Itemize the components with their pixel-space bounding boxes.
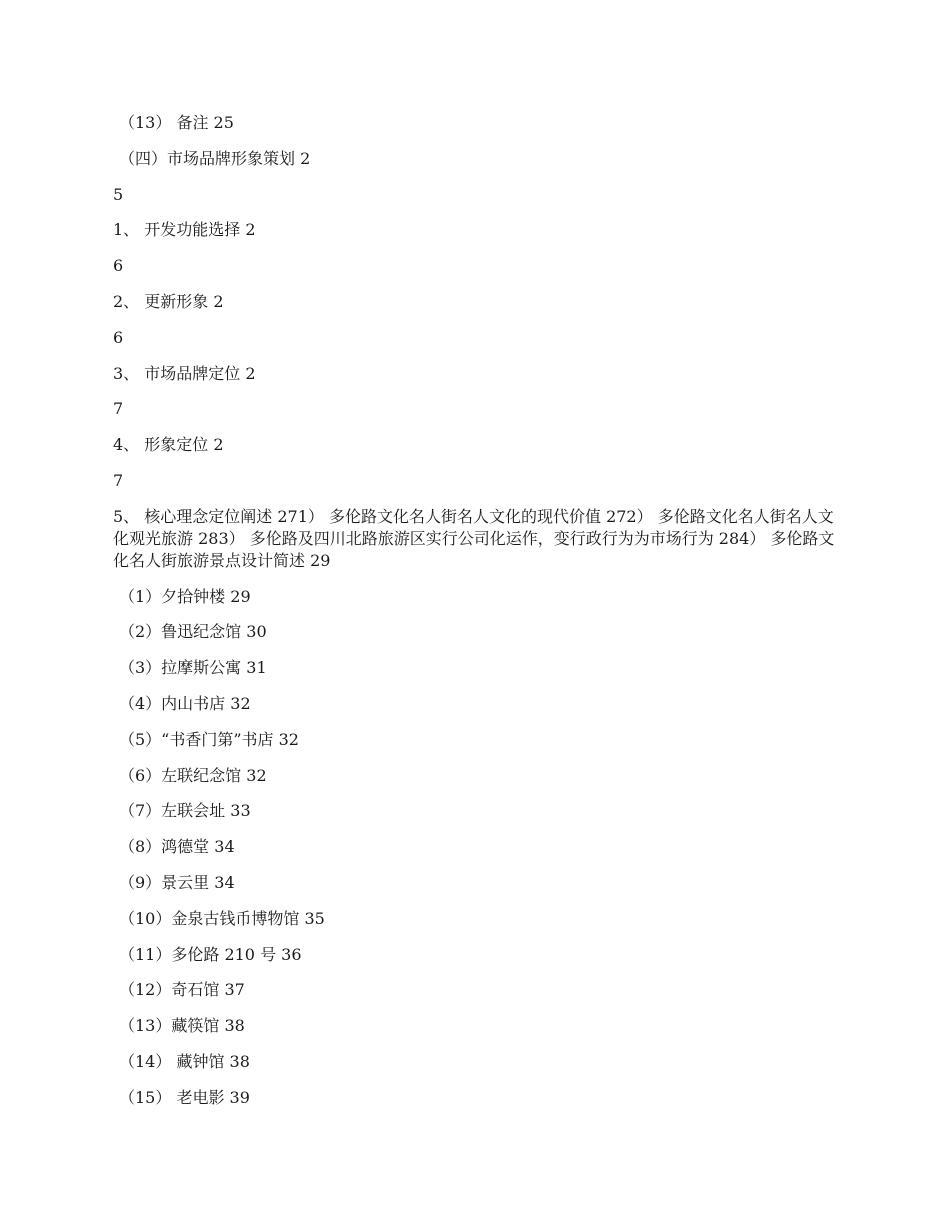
table-of-contents: [113, 112, 843, 1123]
toc-item: （2）鲁迅纪念馆 30: [119, 622, 267, 642]
toc-page-number: 5: [113, 184, 124, 204]
toc-paragraph: 5、 核心理念定位阐述 271） 多伦路文化名人街名人文化的现代价值 272） 多伦路文化名人街名人文化观光旅游 283） 多伦路及四川北路旅游区实行公司化运作，变行政行为为市场行为 284） 多伦路文化名人街旅游景点设计简述 29: [113, 506, 835, 570]
toc-line: （13） 备注 25: [119, 113, 234, 132]
toc-item: （11）多伦路 210 号 36: [119, 944, 302, 964]
toc-item: （10）金泉古钱币博物馆 35: [119, 908, 325, 928]
toc-item: （3）拉摩斯公寓 31: [119, 658, 267, 678]
toc-item: （15） 老电影 39: [119, 1087, 250, 1107]
toc-page-number: 6: [113, 256, 124, 276]
toc-page-number: 6: [113, 327, 124, 347]
toc-line: （四）市场品牌形象策划 2: [119, 148, 311, 168]
toc-item: （1）夕拾钟楼 29: [119, 586, 251, 606]
toc-item: （13）藏筷馆 38: [119, 1016, 245, 1036]
toc-item: （14） 藏钟馆 38: [119, 1051, 250, 1071]
toc-line: 1、 开发功能选择 2: [113, 220, 256, 240]
toc-page-number: 7: [113, 399, 124, 419]
toc-item: （8）鸿德堂 34: [119, 837, 235, 857]
toc-item: （5）“书香门第”书店 32: [119, 729, 299, 749]
toc-line: 3、 市场品牌定位 2: [113, 363, 256, 383]
toc-page-number: 7: [113, 470, 124, 490]
toc-item: （12）奇石馆 37: [119, 980, 245, 1000]
toc-item: （7）左联会址 33: [119, 801, 251, 821]
toc-item: （6）左联纪念馆 32: [119, 765, 267, 785]
toc-line: 2、 更新形象 2: [113, 291, 224, 311]
toc-line: 4、 形象定位 2: [113, 435, 224, 455]
toc-item: （4）内山书店 32: [119, 693, 251, 713]
toc-item: （9）景云里 34: [119, 872, 235, 892]
